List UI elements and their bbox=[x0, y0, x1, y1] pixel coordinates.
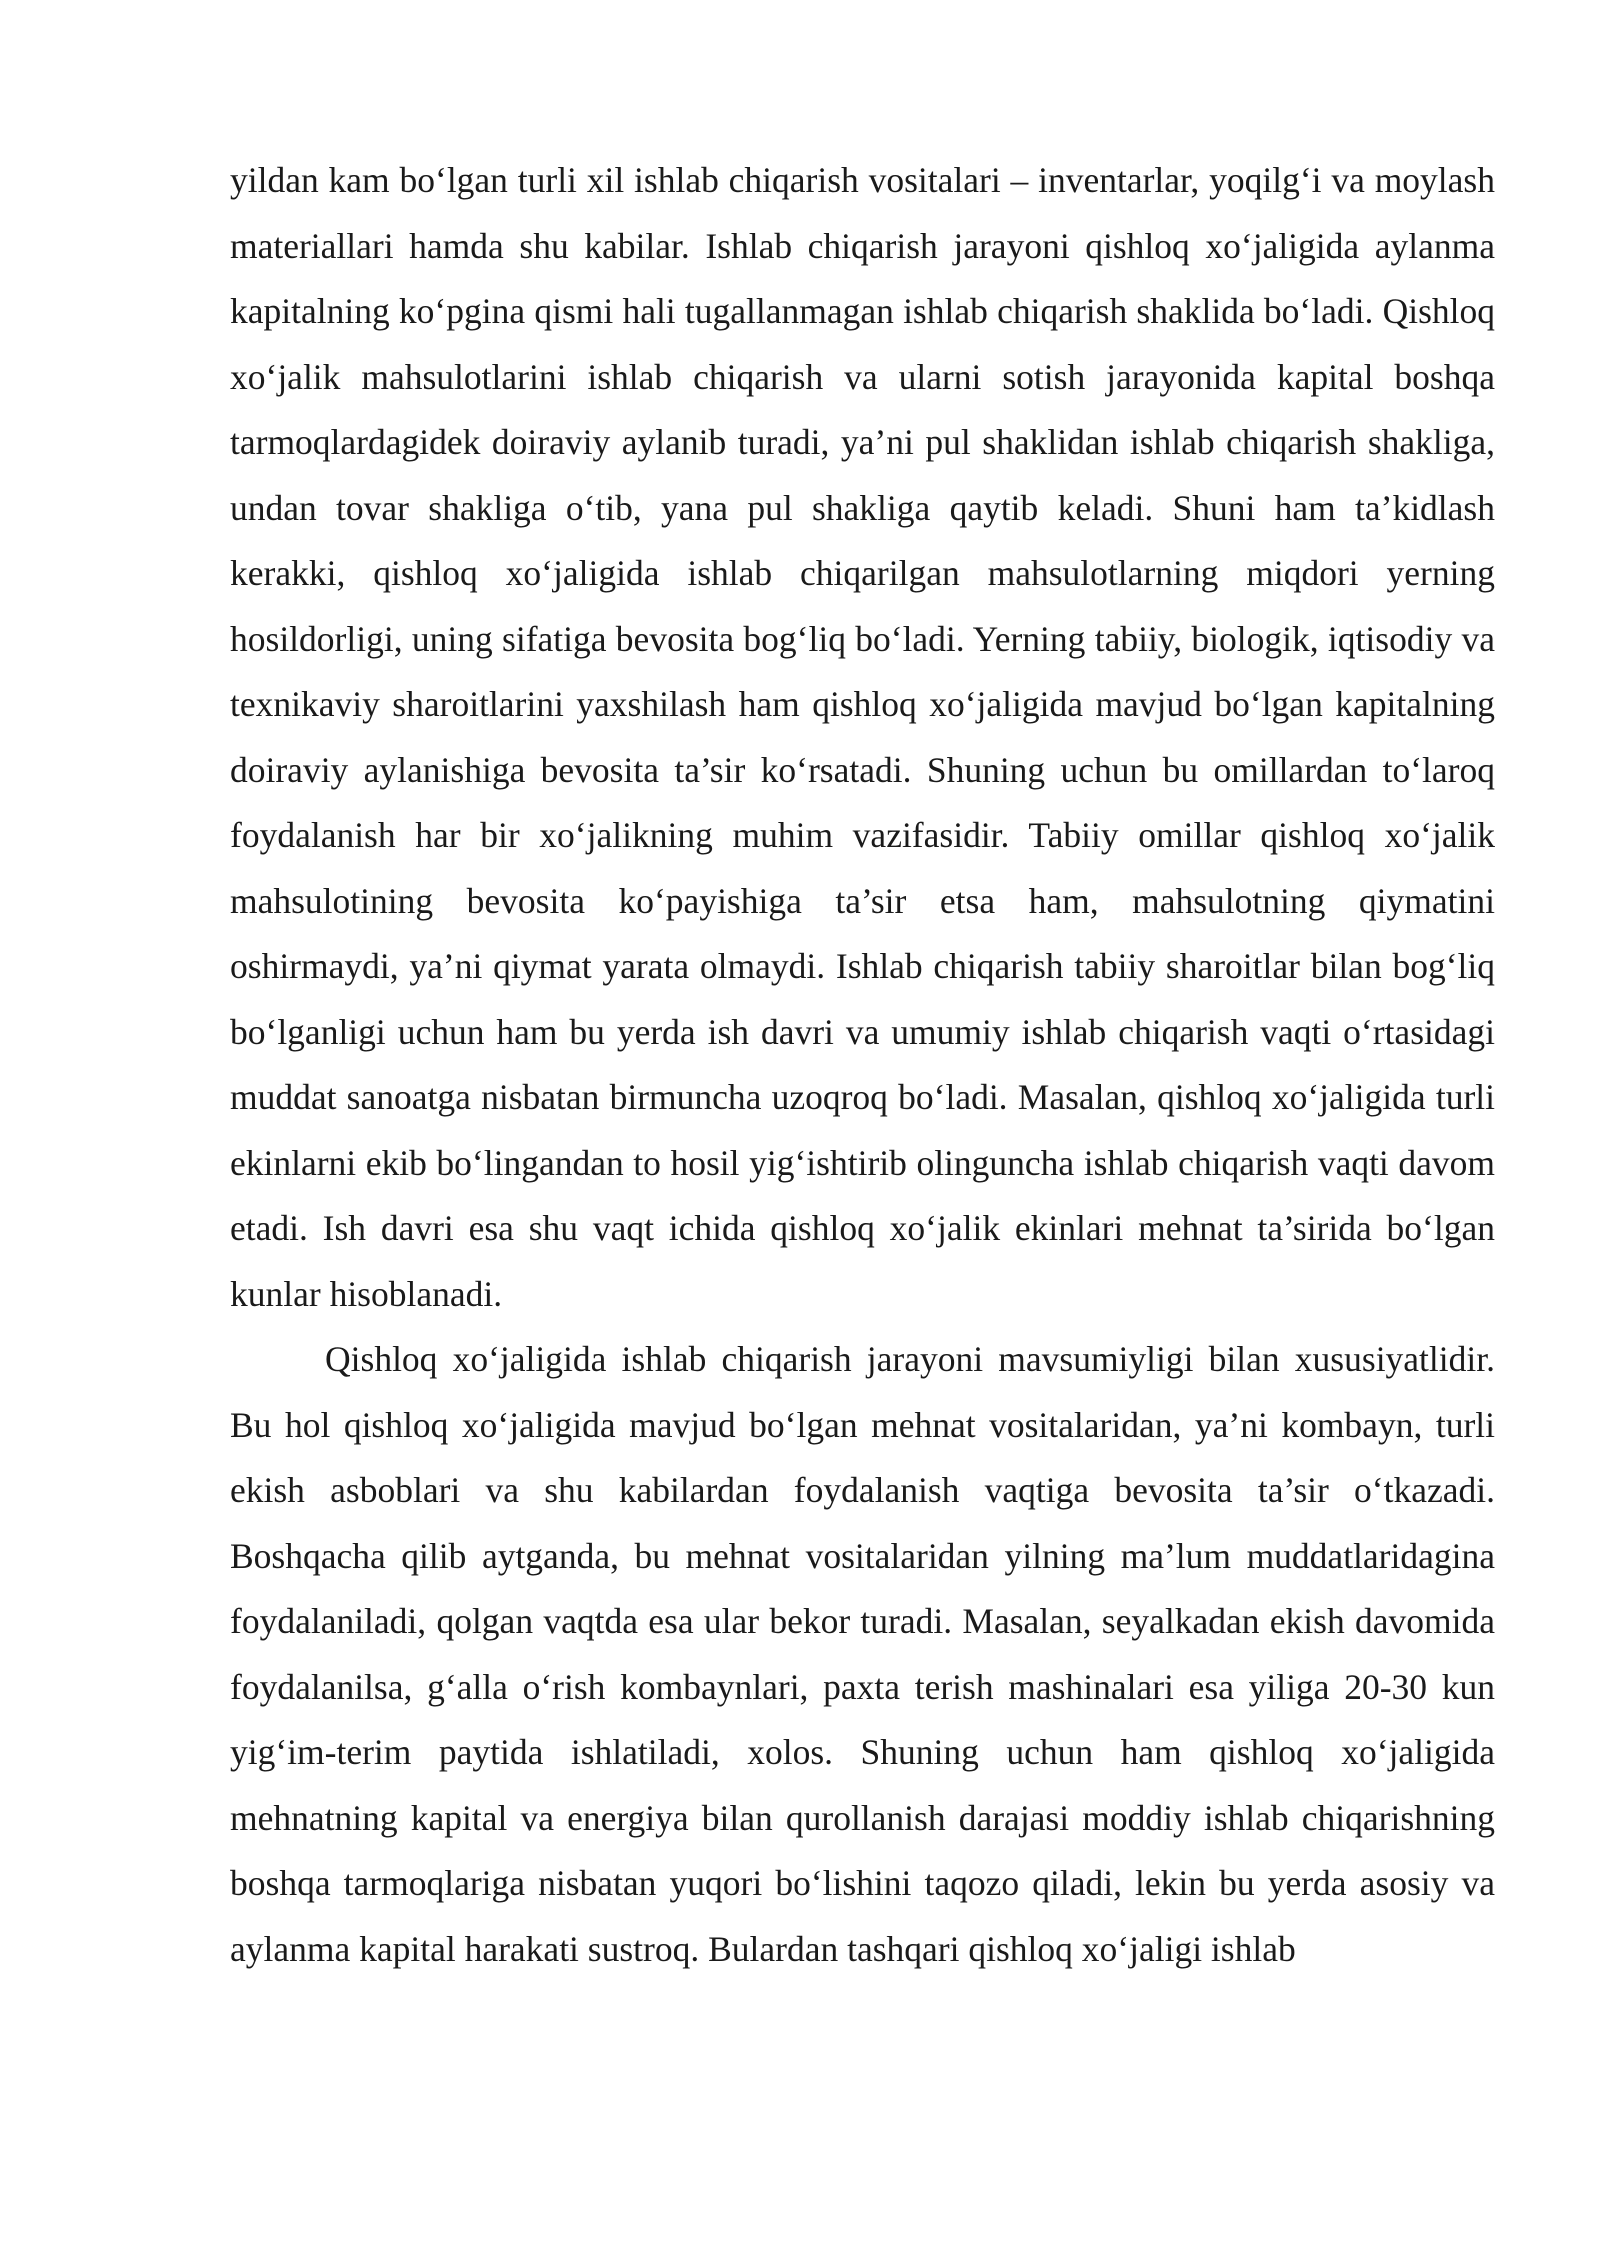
paragraph-2: Qishloq xo‘jaligida ishlab chiqarish jarayoni mavsumiyligi bilan xususiyatlidir. Bu hol qishloq xo‘jaligida mavjud bo‘lgan mehnat vositalaridan, ya’ni kombayn, turli ekish asboblari va shu kabilardan foydalanish vaqtiga bevosita ta’sir o‘tkazadi. Boshqacha qilib aytganda, bu mehnat vositalaridan yilning ma’lum muddatlaridagina foydalaniladi, qolgan vaqtda esa ular bekor turadi. Masalan, seyalkadan ekish davomida foydalanilsa, g‘alla o‘rish kombaynlari, paxta terish mashinalari esa yiliga 20-30 kun yig‘im-terim paytida ishlatiladi, xolos. Shuning uchun ham qishloq xo‘jaligida mehnatning kapital va energiya bilan qurollanish darajasi moddiy ishlab chiqarishning boshqa tarmoqlariga nisbatan yuqori bo‘lishini taqozo qiladi, lekin bu yerda asosiy va aylanma kapital harakati sustroq. Bulardan tashqari qishloq xo‘jaligi ishlab bbox=[230, 1339, 1495, 1969]
document-body bbox=[230, 148, 1495, 1982]
paragraph-1: yildan kam bo‘lgan turli xil ishlab chiqarish vositalari – inventarlar, yoqilg‘i va moylash materiallari hamda shu kabilar. Ishlab chiqarish jarayoni qishloq xo‘jaligida aylanma kapitalning ko‘pgina qismi hali tugallanmagan ishlab chiqarish shaklida bo‘ladi. Qishloq xo‘jalik mahsulotlarini ishlab chiqarish va ularni sotish jarayonida kapital boshqa tarmoqlardagidek doiraviy aylanib turadi, ya’ni pul shaklidan ishlab chiqarish shakliga, undan tovar shakliga o‘tib, yana pul shakliga qaytib keladi. Shuni ham ta’kidlash kerakki, qishloq xo‘jaligida ishlab chiqarilgan mahsulotlarning miqdori yerning hosildorligi, uning sifatiga bevosita bog‘liq bo‘ladi. Yerning tabiiy, biologik, iqtisodiy va texnikaviy sharoitlarini yaxshilash ham qishloq xo‘jaligida mavjud bo‘lgan kapitalning doiraviy aylanishiga bevosita ta’sir ko‘rsatadi. Shuning uchun bu omillardan to‘laroq foydalanish har bir xo‘jalikning muhim vazifasidir. Tabiiy omillar qishloq xo‘jalik mahsulotining bevosita ko‘payishiga ta’sir etsa ham, mahsulotning qiymatini oshirmaydi, ya’ni qiymat yarata olmaydi. Ishlab chiqarish tabiiy sharoitlar bilan bog‘liq bo‘lganligi uchun ham bu yerda ish davri va umumiy ishlab chiqarish vaqti o‘rtasidagi muddat sanoatga nisbatan birmuncha uzoqroq bo‘ladi. Masalan, qishloq xo‘jaligida turli ekinlarni ekib bo‘lingandan to hosil yig‘ishtirib olinguncha ishlab chiqarish vaqti davom etadi. Ish davri esa shu vaqt ichida qishloq xo‘jalik ekinlari mehnat ta’sirida bo‘lgan kunlar hisoblanadi. bbox=[230, 160, 1495, 1314]
